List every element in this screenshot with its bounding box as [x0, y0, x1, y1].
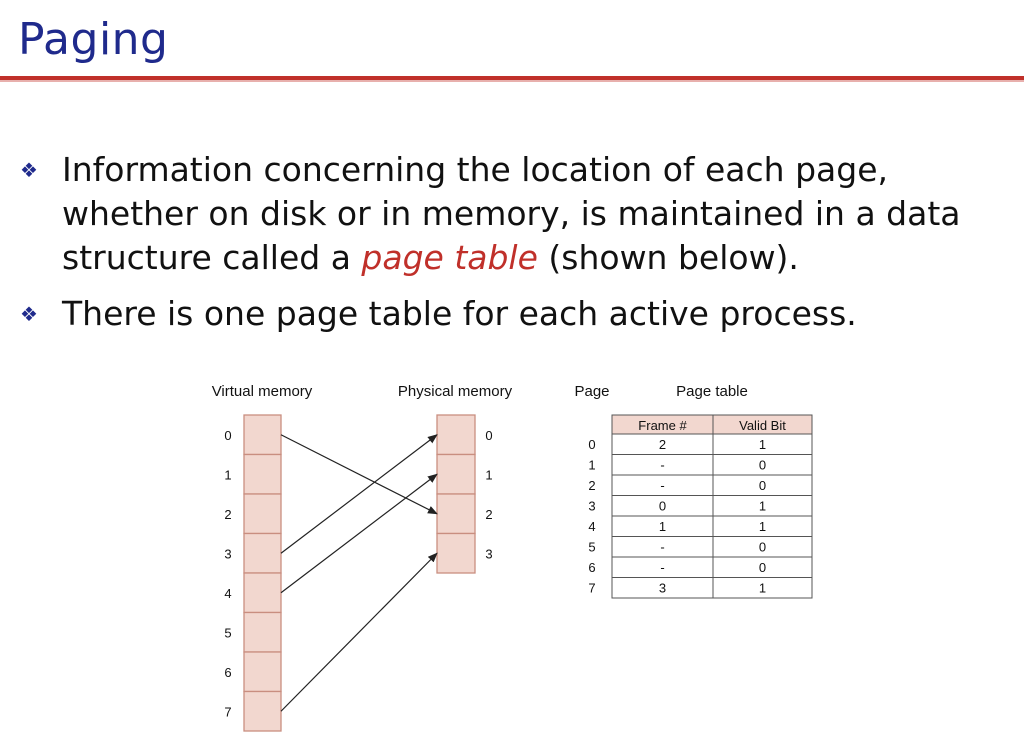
- virtual-page-number: 1: [224, 467, 232, 483]
- virtual-page-number: 0: [224, 427, 232, 443]
- bullet-item: [20, 148, 1010, 280]
- virtual-memory-block: [224, 415, 281, 731]
- frame-value: 2: [658, 437, 667, 452]
- physical-frame-cell: [437, 494, 475, 534]
- diamond-bullet-icon: ❖: [20, 302, 38, 326]
- valid-bit-value: 0: [758, 478, 767, 493]
- bullet-text-part: (shown below).: [537, 238, 799, 277]
- frame-value: -: [660, 478, 665, 493]
- page-table: [588, 415, 812, 598]
- mapping-arrow: [281, 553, 437, 711]
- physical-frame-number: 0: [485, 427, 493, 443]
- physical-frame-cell: [437, 534, 475, 574]
- frame-value: -: [660, 539, 665, 555]
- physical-frame-number: 3: [485, 546, 493, 562]
- mapping-arrow: [281, 435, 437, 514]
- virtual-page-cell: [244, 613, 281, 653]
- page-number: 4: [588, 519, 596, 534]
- bullet-emphasis: page table: [361, 238, 538, 277]
- title-divider-shadow: [0, 80, 1024, 82]
- physical-frame-number: 1: [485, 467, 493, 483]
- physical-memory-label: Physical memory: [397, 383, 513, 400]
- virtual-page-number: 4: [224, 585, 232, 601]
- physical-memory-block: [437, 415, 493, 573]
- bullet-text-part: Information concerning the location of each page, whether on disk or in memory, is maintained in a data structure called a: [62, 150, 961, 277]
- valid-bit-value: 1: [758, 437, 767, 452]
- mapping-arrows: [281, 435, 437, 712]
- page-column-label: Page: [574, 383, 610, 400]
- bullet-text: There is one page table for each active process.: [62, 294, 857, 333]
- virtual-page-cell: [244, 573, 281, 613]
- page-number: 7: [588, 580, 596, 596]
- valid-bit-value: 1: [758, 519, 767, 534]
- frame-value: -: [660, 560, 665, 575]
- page-table-label: Page table: [676, 383, 748, 400]
- page-number: 0: [588, 437, 596, 452]
- mapping-arrow: [281, 474, 437, 593]
- page-number: 1: [588, 457, 596, 473]
- virtual-page-cell: [244, 494, 281, 534]
- frame-column-header: Frame #: [638, 418, 687, 433]
- paging-diagram: [0, 370, 1024, 737]
- frame-value: 0: [658, 498, 667, 514]
- slide-title: Paging: [18, 14, 169, 65]
- physical-frame-cell: [437, 415, 475, 455]
- bullet-list: [20, 148, 1010, 348]
- virtual-page-cell: [244, 455, 281, 495]
- bullet-item: [20, 292, 1010, 336]
- valid-bit-value: 0: [758, 560, 767, 575]
- virtual-page-number: 5: [224, 625, 232, 641]
- valid-bit-value: 0: [758, 539, 767, 555]
- diamond-bullet-icon: ❖: [20, 158, 38, 182]
- virtual-page-cell: [244, 415, 281, 455]
- page-number: 6: [588, 560, 596, 575]
- physical-frame-cell: [437, 455, 475, 495]
- virtual-page-number: 7: [224, 704, 232, 720]
- valid-bit-column-header: Valid Bit: [739, 418, 786, 433]
- valid-bit-value: 0: [758, 457, 767, 473]
- virtual-page-number: 6: [224, 664, 232, 680]
- mapping-arrow: [281, 435, 437, 554]
- virtual-page-cell: [244, 692, 281, 732]
- virtual-memory-label: Virtual memory: [211, 383, 313, 400]
- virtual-page-cell: [244, 652, 281, 692]
- frame-value: 1: [658, 519, 667, 534]
- physical-frame-number: 2: [485, 506, 493, 522]
- page-number: 3: [588, 498, 596, 514]
- valid-bit-value: 1: [758, 580, 767, 596]
- frame-value: 3: [658, 580, 667, 596]
- virtual-page-cell: [244, 534, 281, 574]
- frame-value: -: [660, 457, 665, 473]
- valid-bit-value: 1: [758, 498, 767, 514]
- bullet-text: [62, 148, 1010, 280]
- virtual-page-number: 3: [224, 546, 232, 562]
- page-number: 2: [588, 478, 596, 493]
- page-number: 5: [588, 539, 596, 555]
- virtual-page-number: 2: [224, 506, 232, 522]
